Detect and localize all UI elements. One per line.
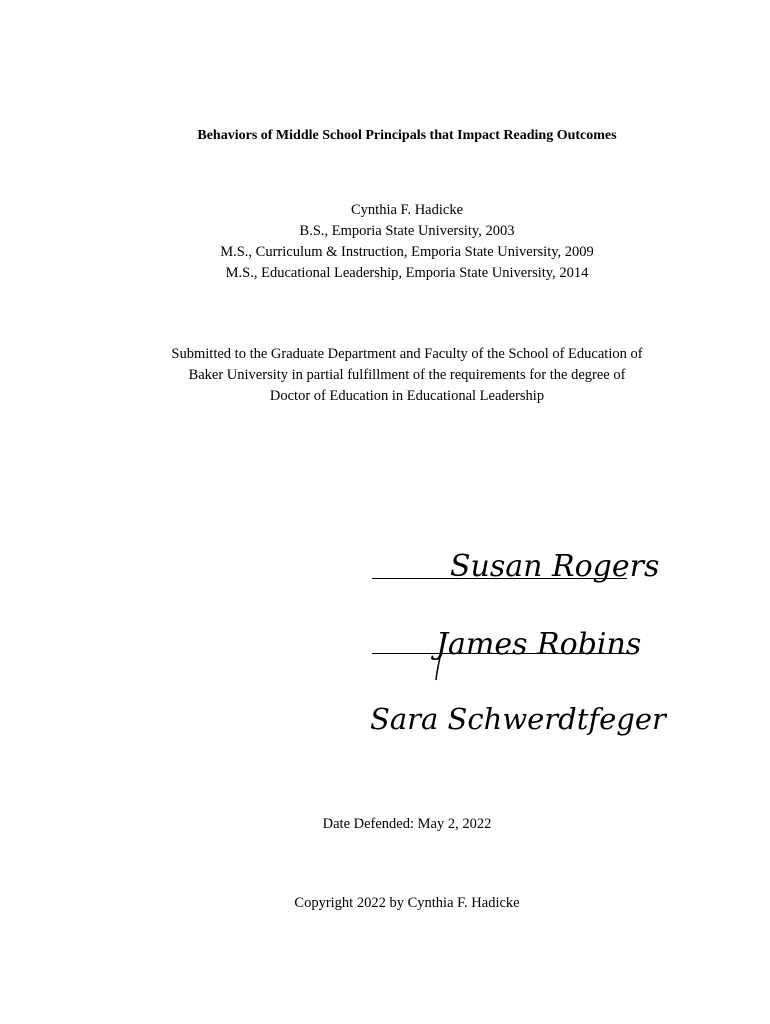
submission-statement xyxy=(0,344,770,407)
signature-line xyxy=(372,578,627,579)
submission-line: Submitted to the Graduate Department and Faculty of the School of Education of xyxy=(171,346,643,362)
submission-line: Baker University in partial fulfillment of the requirements for the degree of xyxy=(188,367,626,383)
copyright-notice: Copyright 2022 by Cynthia F. Hadicke xyxy=(294,895,520,911)
handwritten-signature xyxy=(448,546,660,586)
author-name: Cynthia F. Hadicke xyxy=(351,202,463,218)
author-degree: M.S., Curriculum & Instruction, Emporia State University, 2009 xyxy=(220,244,594,260)
author-degree: B.S., Emporia State University, 2003 xyxy=(299,223,515,239)
submission-line: Doctor of Education in Educational Leadership xyxy=(269,388,545,404)
svg-text:Sara Schwerdtfeger: Sara Schwerdtfeger xyxy=(370,702,666,736)
svg-text:Susan Rogers: Susan Rogers xyxy=(450,549,660,584)
handwritten-signature xyxy=(368,695,666,745)
date-defended: Date Defended: May 2, 2022 xyxy=(322,816,492,832)
document-title: Behaviors of Middle School Principals that Impact Reading Outcomes xyxy=(197,128,617,143)
signature-line xyxy=(372,653,627,654)
handwritten-signature xyxy=(432,622,642,682)
svg-text:James Robins: James Robins xyxy=(436,627,642,662)
author-degree: M.S., Educational Leadership, Emporia State University, 2014 xyxy=(225,265,589,281)
author-block xyxy=(0,200,770,284)
